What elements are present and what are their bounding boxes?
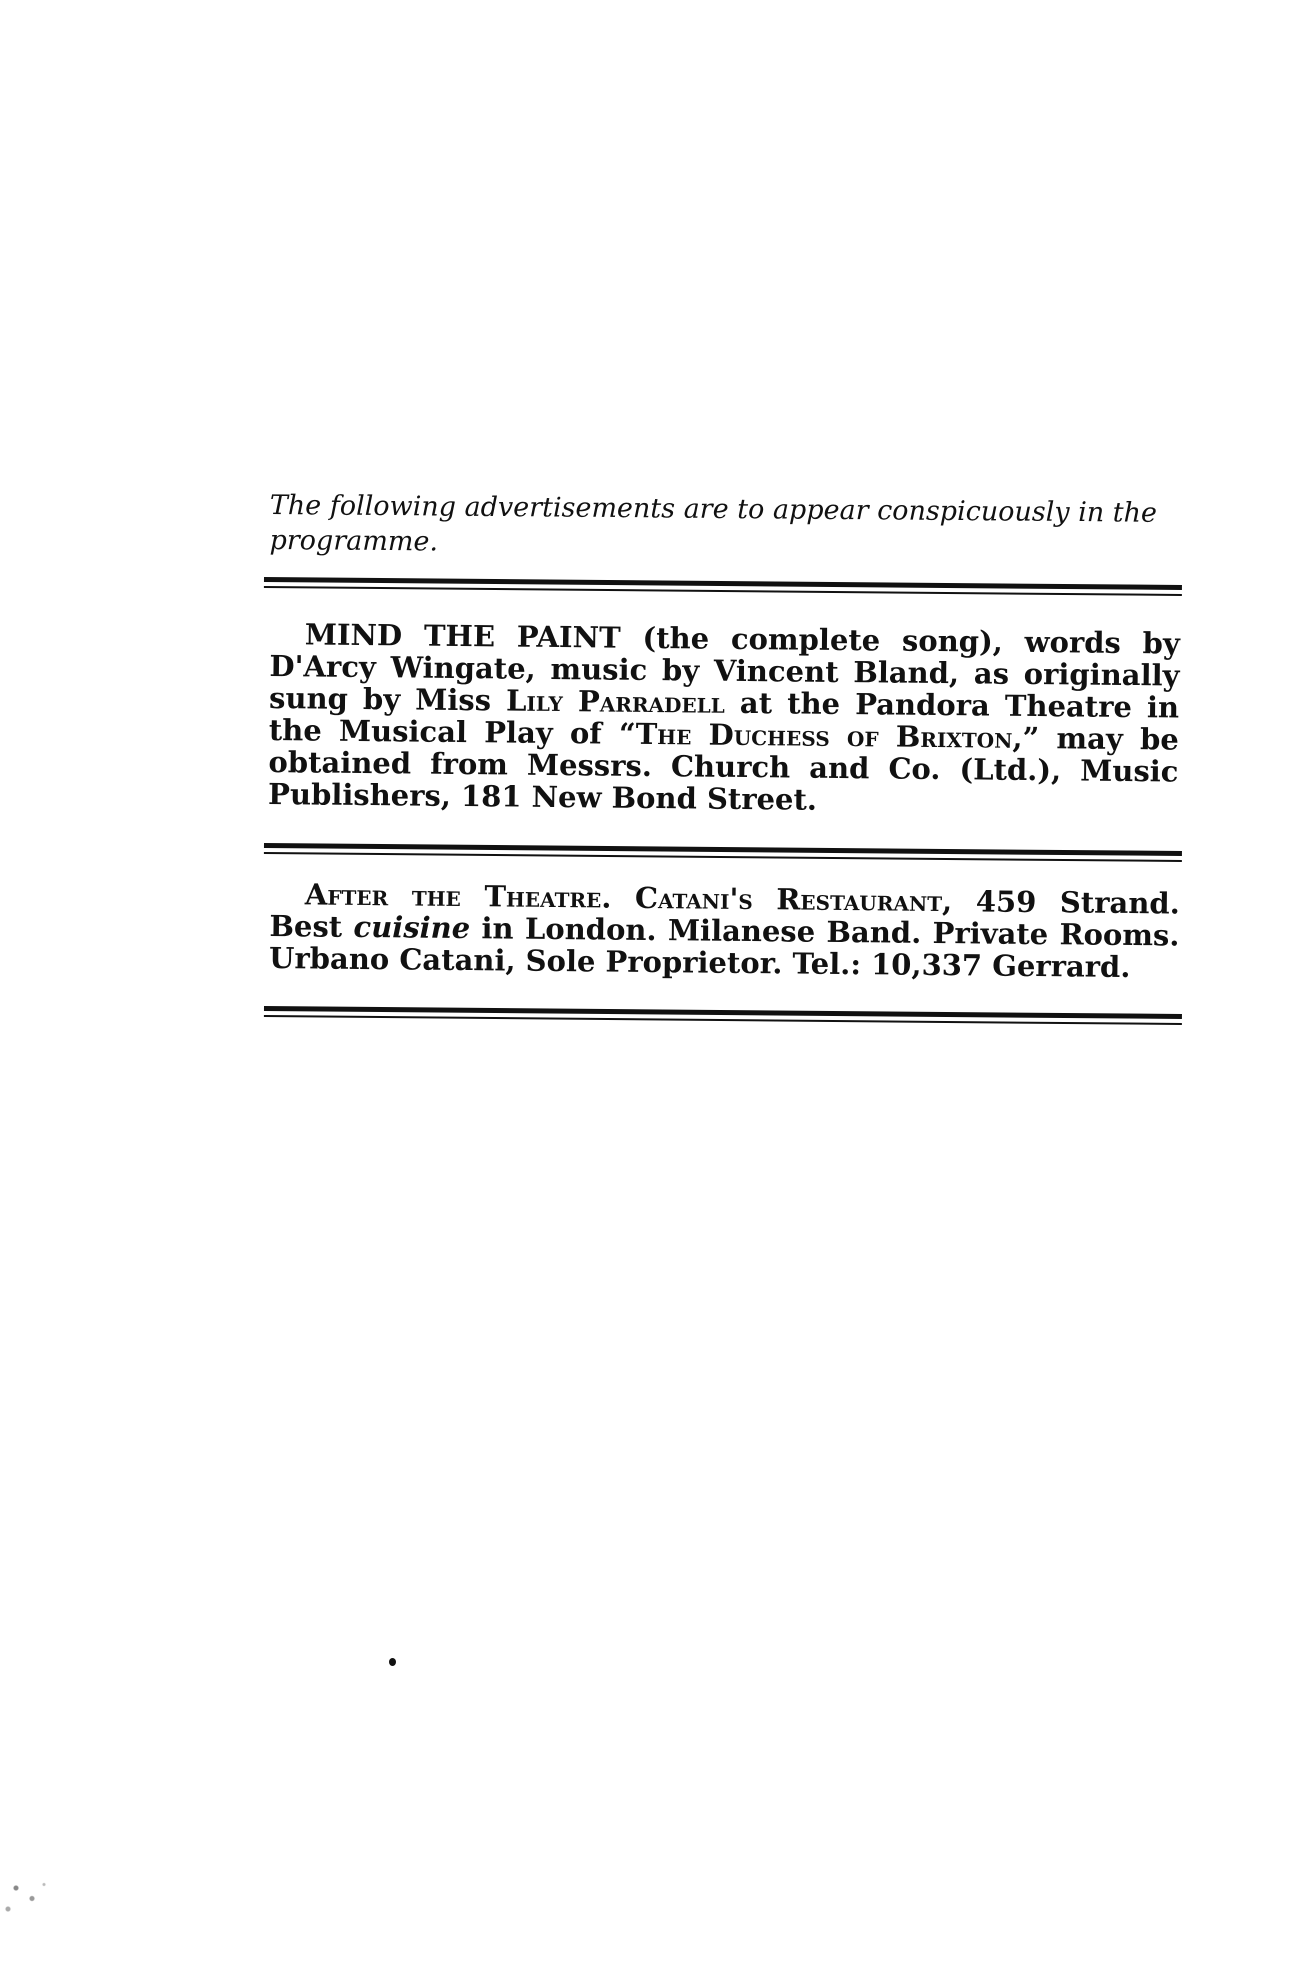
ad1-singer: Lily Parradell bbox=[505, 683, 725, 720]
advertisement-catani-restaurant bbox=[269, 878, 1180, 984]
ad1-paragraph bbox=[268, 618, 1180, 820]
ad2-cuisine: cuisine bbox=[353, 909, 471, 946]
ad1-text-1: (the complete song), words by D'Arcy Wingate, music by Vincent Bland, as originally sung by Miss bbox=[268, 620, 1180, 718]
advertisement-mind-the-paint bbox=[268, 618, 1180, 820]
double-rule-top bbox=[264, 577, 1182, 596]
ad1-text-3: ,” may be obtained from Messrs. Church and Co. (Ltd.), Music Publishers, 181 New Bond Street. bbox=[267, 720, 1179, 817]
ad2-text-1: , 459 Strand. Best bbox=[269, 884, 1180, 944]
ad1-title: MIND THE PAINT bbox=[304, 617, 621, 655]
ink-dot bbox=[389, 1658, 396, 1666]
ad2-lead: After the Theatre. bbox=[304, 877, 612, 915]
intro-note bbox=[269, 488, 1180, 566]
ad2-restaurant-name: Catani's Restaurant bbox=[634, 880, 943, 919]
intro-text: The following advertisements are to appear conspicuously in the programme. bbox=[269, 489, 1158, 558]
double-rule-middle bbox=[264, 843, 1182, 862]
ad1-text-2: at the Pandora Theatre in the Musical Play of “ bbox=[268, 685, 1180, 751]
double-rule-bottom bbox=[264, 1006, 1182, 1025]
ad1-play-title: The Duchess of Brixton bbox=[635, 716, 1013, 755]
ad2-paragraph bbox=[269, 878, 1180, 984]
scan-speckle bbox=[0, 1860, 80, 1930]
ad2-text-2: in London. Milanese Band. Private Rooms. Urbano Catani, Sole Proprietor. Tel.: 10,337 Gerrard. bbox=[268, 911, 1180, 985]
